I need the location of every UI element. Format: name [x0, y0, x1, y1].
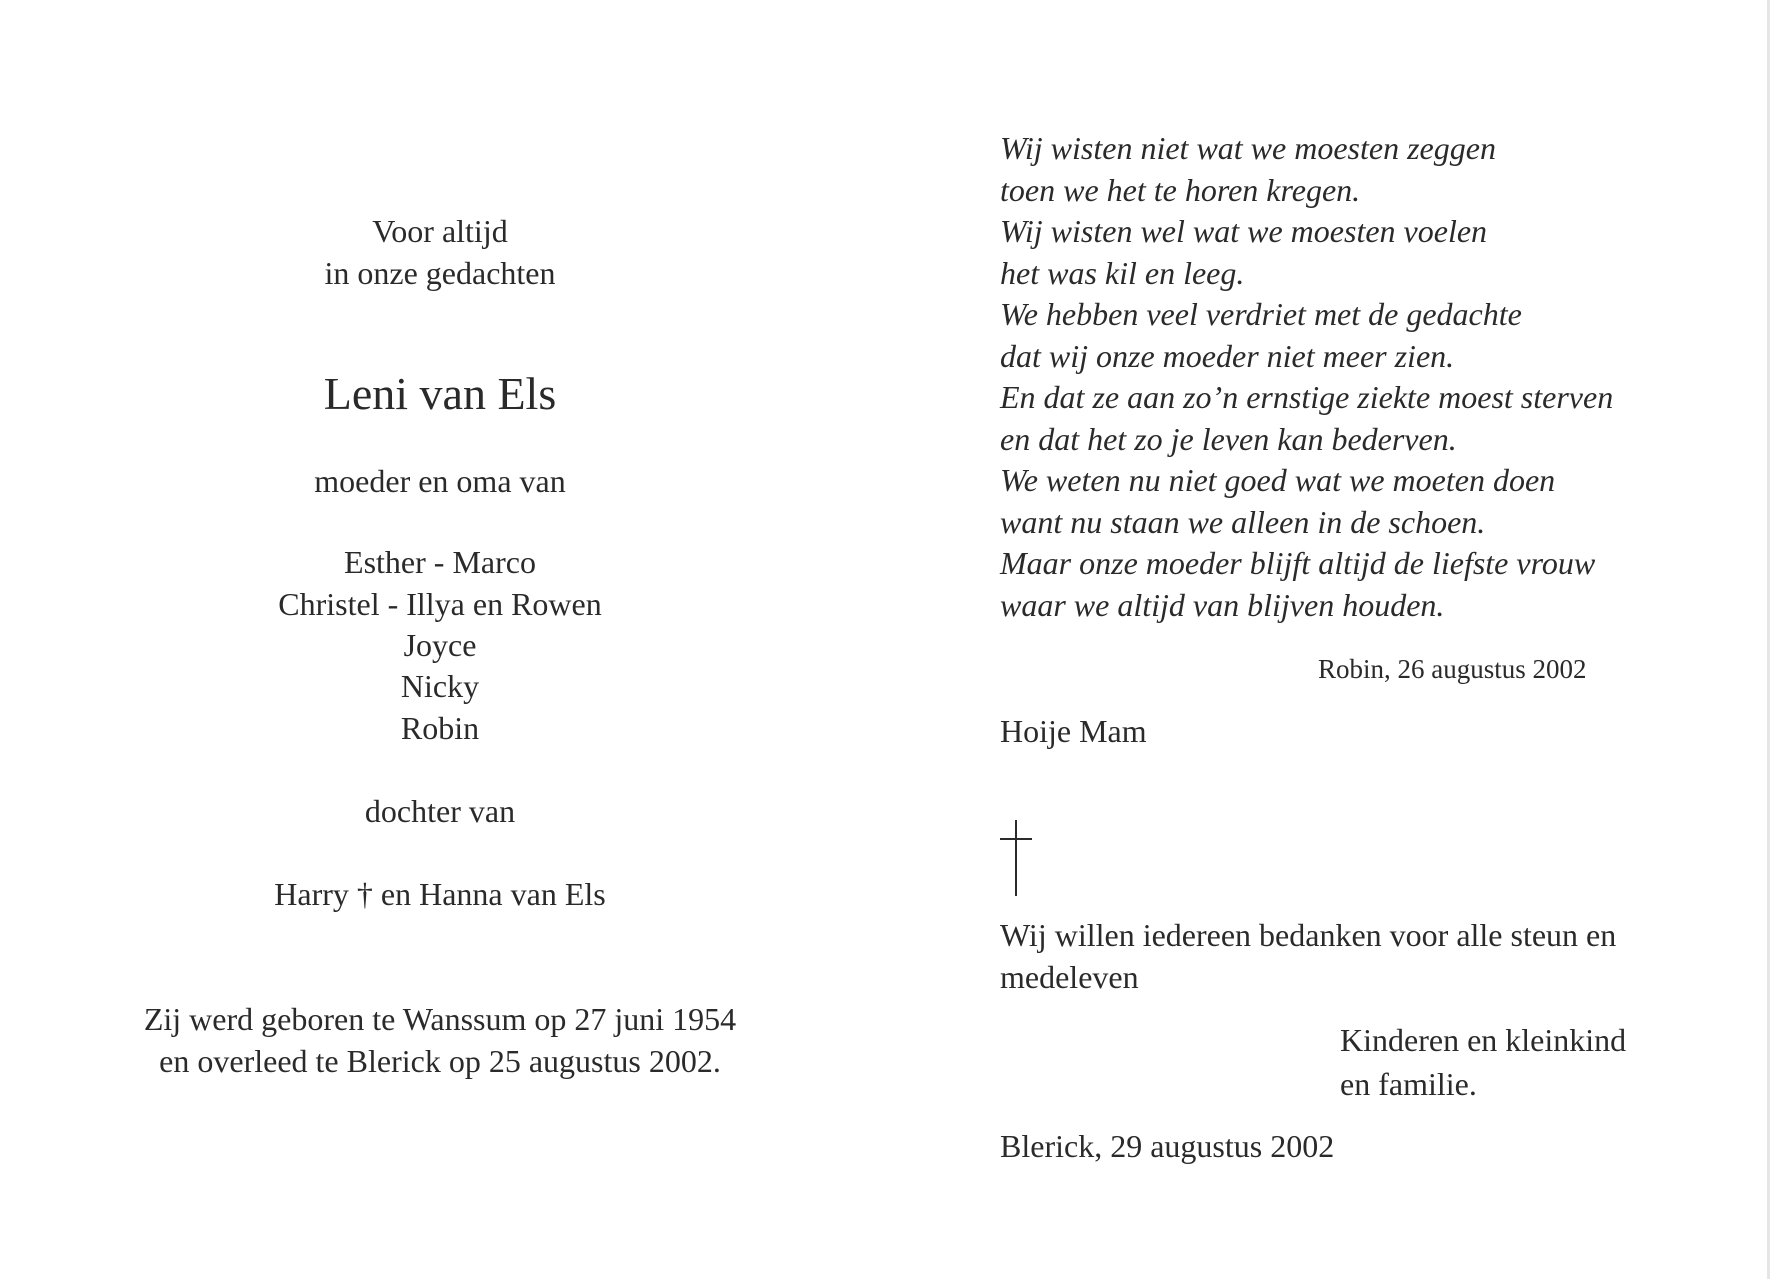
poem-line: waar we altijd van blijven houden.: [1000, 586, 1445, 623]
signoff-line-2: en familie.: [1340, 1066, 1477, 1102]
poem-line: Maar onze moeder blijft altijd de liefste vrouw: [1000, 545, 1596, 581]
parents-line: Harry † en Hanna van Els: [274, 876, 606, 912]
signoff-line-1: Kinderen en kleinkind: [1340, 1022, 1627, 1058]
poem-line: We hebben veel verdriet met de gedachte: [1000, 296, 1522, 332]
poem-line: en dat het zo je leven kan bederven.: [1000, 420, 1457, 457]
left-panel: [0, 0, 880, 1279]
thanks-line-2: medeleven: [1000, 959, 1139, 995]
child-line: Nicky: [400, 668, 480, 704]
poem: [1000, 128, 1613, 626]
relation-mother: moeder en oma van: [314, 463, 566, 499]
child-line: Esther - Marco: [344, 544, 536, 580]
poem-line: We weten nu niet goed wat we moeten doen: [1000, 462, 1556, 498]
child-line: Robin: [400, 710, 480, 746]
place-date: Blerick, 29 augustus 2002: [1000, 1128, 1335, 1164]
poem-line: het was kil en leeg.: [1000, 254, 1245, 291]
greeting: Hoije Mam: [1000, 713, 1147, 749]
birth-line: Zij werd geboren te Wanssum op 27 juni 1954: [143, 1001, 737, 1037]
cross-icon: [1000, 820, 1032, 896]
poem-line: Wij wisten niet wat we moesten zeggen: [1000, 130, 1496, 166]
poem-line: En dat ze aan zo’n ernstige ziekte moest sterven: [1000, 379, 1614, 415]
poem-line: want nu staan we alleen in de schoen.: [1000, 503, 1486, 540]
death-line: en overleed te Blerick op 25 augustus 2002.: [159, 1043, 721, 1079]
child-line: Christel - Illya en Rowen: [278, 586, 602, 622]
child-line: Joyce: [403, 627, 477, 663]
deceased-name: Leni van Els: [323, 368, 557, 419]
poem-line: Wij wisten wel wat we moesten voelen: [1000, 213, 1488, 249]
relation-daughter: dochter van: [364, 793, 516, 829]
right-panel: [1000, 0, 1740, 1279]
poem-line: toen we het te horen kregen.: [1000, 171, 1361, 208]
poem-signature: Robin, 26 augustus 2002: [1318, 654, 1587, 684]
intro-line-1: Voor altijd: [372, 213, 508, 249]
thanks-line-1: Wij willen iedereen bedanken voor alle steun en: [1000, 917, 1617, 953]
intro-line-2: in onze gedachten: [324, 255, 556, 291]
poem-line: dat wij onze moeder niet meer zien.: [1000, 337, 1455, 374]
